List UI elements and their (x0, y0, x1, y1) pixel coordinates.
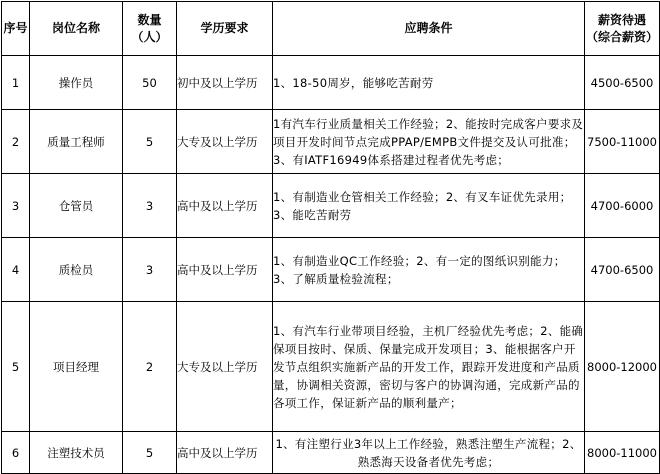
row-requirements: 1、有注塑行业3年以上工作经验，熟悉注塑生产流程；2、熟悉海天设备者优先考虑； (273, 432, 585, 474)
row-salary: 8000-11000 (585, 432, 660, 474)
header-salary-line1: 薪资待遇 (597, 12, 646, 27)
table-row (2, 238, 660, 302)
recruitment-table (1, 1, 660, 474)
header-row (2, 2, 660, 56)
row-requirements: 1、18-50周岁，能够吃苦耐劳 (273, 56, 585, 110)
row-requirements: 1、有制造业QC工作经验；2、有一定的图纸识别能力；3、了解质量检验流程； (273, 238, 585, 302)
row-education: 高中及以上学历 (177, 174, 273, 238)
row-no: 4 (2, 238, 30, 302)
row-requirements: 1有汽车行业质量相关工作经验；2、能按时完成客户要求及项目开发时间节点完成PPAP/EMPB文件提交及认可批准；3、有IATF16949体系搭建过程者优先考虑； (273, 110, 585, 174)
row-count: 50 (123, 56, 177, 110)
row-education: 大专及以上学历 (177, 302, 273, 432)
header-position: 岗位名称 (30, 2, 123, 56)
header-salary-line2: （综合薪资） (585, 29, 658, 44)
row-no: 1 (2, 56, 30, 110)
row-position: 质量工程师 (30, 110, 123, 174)
row-no: 2 (2, 110, 30, 174)
header-count-line2: （人） (131, 29, 168, 44)
header-salary (585, 2, 660, 56)
row-position: 操作员 (30, 56, 123, 110)
table-row (2, 110, 660, 174)
row-salary: 4700-6500 (585, 238, 660, 302)
header-requirements: 应聘条件 (273, 2, 585, 56)
header-no: 序号 (2, 2, 30, 56)
row-position: 仓管员 (30, 174, 123, 238)
row-salary: 4700-6000 (585, 174, 660, 238)
row-salary: 8000-12000 (585, 302, 660, 432)
row-no: 5 (2, 302, 30, 432)
header-count (123, 2, 177, 56)
row-requirements: 1、有汽车行业带项目经验，主机厂经验优先考虑；2、能确保项目按时、保质、保量完成开发项目；3、能根据客户开发节点组织实施新产品的开发工作，跟踪开发进度和产品质量，协调相关资源，密切与客户的协调沟通，完成新产品的各项工作，保证新产品的顺利量产； (273, 302, 585, 432)
table-row (2, 174, 660, 238)
header-education: 学历要求 (177, 2, 273, 56)
table-row (2, 432, 660, 474)
row-no: 6 (2, 432, 30, 474)
row-position: 质检员 (30, 238, 123, 302)
row-count: 5 (123, 110, 177, 174)
row-education: 大专及以上学历 (177, 110, 273, 174)
row-position: 项目经理 (30, 302, 123, 432)
row-salary: 7500-11000 (585, 110, 660, 174)
table-row (2, 56, 660, 110)
row-education: 初中及以上学历 (177, 56, 273, 110)
row-count: 3 (123, 238, 177, 302)
row-count: 2 (123, 302, 177, 432)
row-count: 3 (123, 174, 177, 238)
row-education: 高中及以上学历 (177, 432, 273, 474)
header-count-line1: 数量 (137, 12, 162, 27)
row-requirements: 1、有制造业仓管相关工作经验；2、有叉车证优先录用；3、能吃苦耐劳 (273, 174, 585, 238)
row-count: 5 (123, 432, 177, 474)
table-row (2, 302, 660, 432)
row-education: 高中及以上学历 (177, 238, 273, 302)
row-no: 3 (2, 174, 30, 238)
row-salary: 4500-6500 (585, 56, 660, 110)
row-position: 注塑技术员 (30, 432, 123, 474)
